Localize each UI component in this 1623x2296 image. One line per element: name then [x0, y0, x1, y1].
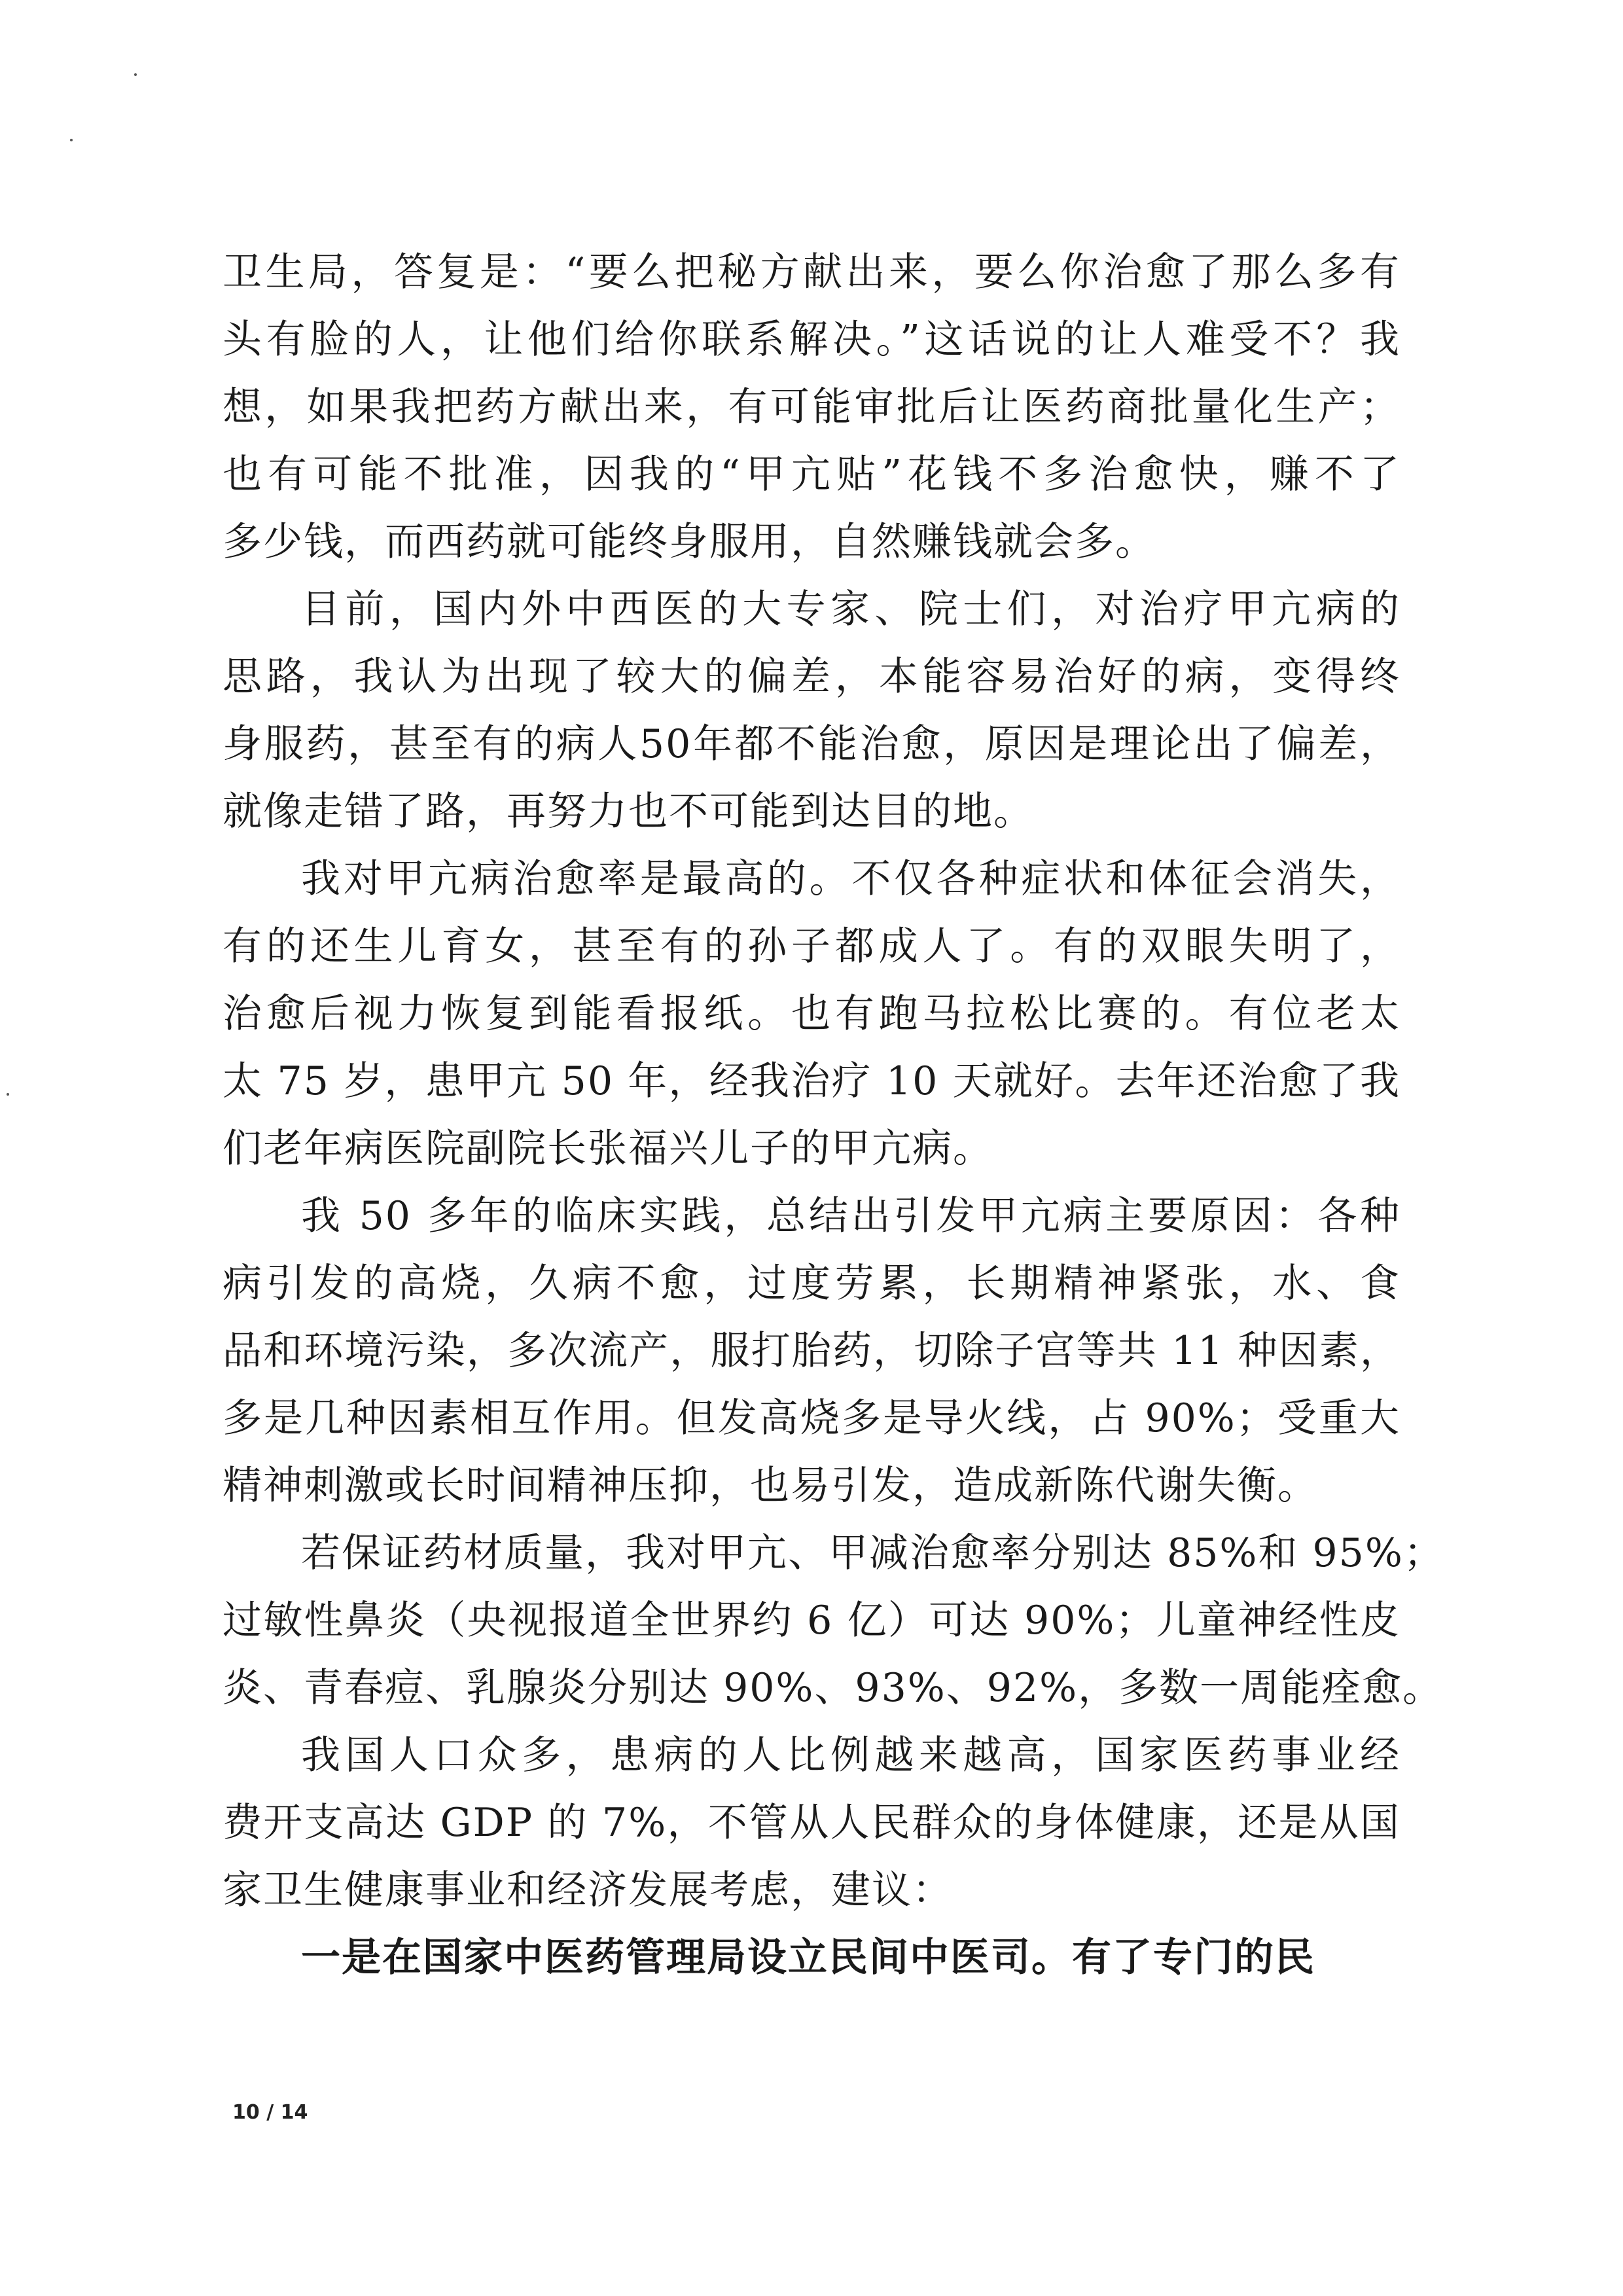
text-line: 卫生局，答复是：“要么把秘方献出来，要么你治愈了那么多有 — [223, 249, 1400, 295]
scan-speck-margin — [7, 1093, 9, 1096]
text-line: 炎、青春痘、乳腺炎分别达 90%、93%、92%，多数一周能痊愈。 — [223, 1665, 1444, 1711]
scan-speck-top — [134, 73, 137, 76]
page-number: 10 / 14 — [232, 2101, 308, 2124]
text-line: 品和环境污染，多次流产，服打胎药，切除子宫等共 11 种因素， — [223, 1328, 1400, 1374]
text-line: 就像走错了路，再努力也不可能到达目的地。 — [223, 789, 1034, 834]
paragraph-start-line: 我对甲亢病治愈率是最高的。不仅各种症状和体征会消失， — [301, 856, 1400, 902]
text-line: 过敏性鼻炎（央视报道全世界约 6 亿）可达 90%；儿童神经性皮 — [223, 1598, 1400, 1643]
text-line: 家卫生健康事业和经济发展考虑，建议： — [223, 1867, 953, 1913]
text-line: 也有可能不批准，因我的“甲亢贴”花钱不多治愈快，赚不了 — [223, 452, 1400, 497]
text-line: 精神刺激或长时间精神压抑，也易引发，造成新陈代谢失衡。 — [223, 1463, 1318, 1509]
text-line: 治愈后视力恢复到能看报纸。也有跑马拉松比赛的。有位老太 — [223, 991, 1400, 1037]
text-line: 费开支高达 GDP 的 7%，不管从人民群众的身体健康，还是从国 — [223, 1800, 1400, 1846]
text-line: 想，如果我把药方献出来，有可能审批后让医药商批量化生产； — [223, 384, 1400, 430]
text-line: 有的还生儿育女，甚至有的孙子都成人了。有的双眼失明了， — [223, 924, 1400, 969]
text-line: 多少钱，而西药就可能终身服用，自然赚钱就会多。 — [223, 519, 1156, 565]
paragraph-start-line: 我国人口众多，患病的人比例越来越高，国家医药事业经 — [301, 1732, 1400, 1778]
text-line: 身服药，甚至有的病人50年都不能治愈，原因是理论出了偏差， — [223, 721, 1400, 767]
text-line: 病引发的高烧，久病不愈，过度劳累，长期精神紧张，水、食 — [223, 1261, 1400, 1306]
text-line: 头有脸的人，让他们给你联系解决。”这话说的让人难受不？我 — [223, 317, 1400, 363]
text-line: 们老年病医院副院长张福兴儿子的甲亢病。 — [223, 1126, 993, 1172]
recommendation-line: 一是在国家中医药管理局设立民间中医司。有了专门的民 — [301, 1935, 1315, 1981]
paragraph-start-line: 若保证药材质量，我对甲亢、甲减治愈率分别达 85%和 95%； — [301, 1530, 1444, 1576]
text-line: 思路，我认为出现了较大的偏差，本能容易治好的病，变得终 — [223, 654, 1400, 700]
scan-speck-left — [70, 139, 73, 141]
text-line: 多是几种因素相互作用。但发高烧多是导火线，占 90%；受重大 — [223, 1395, 1400, 1441]
paragraph-start-line: 我 50 多年的临床实践，总结出引发甲亢病主要原因：各种 — [301, 1193, 1400, 1239]
paragraph-start-line: 目前，国内外中西医的大专家、院士们，对治疗甲亢病的 — [301, 586, 1400, 632]
text-line: 太 75 岁，患甲亢 50 年，经我治疗 10 天就好。去年还治愈了我 — [223, 1058, 1400, 1104]
body-text — [223, 239, 1444, 1992]
